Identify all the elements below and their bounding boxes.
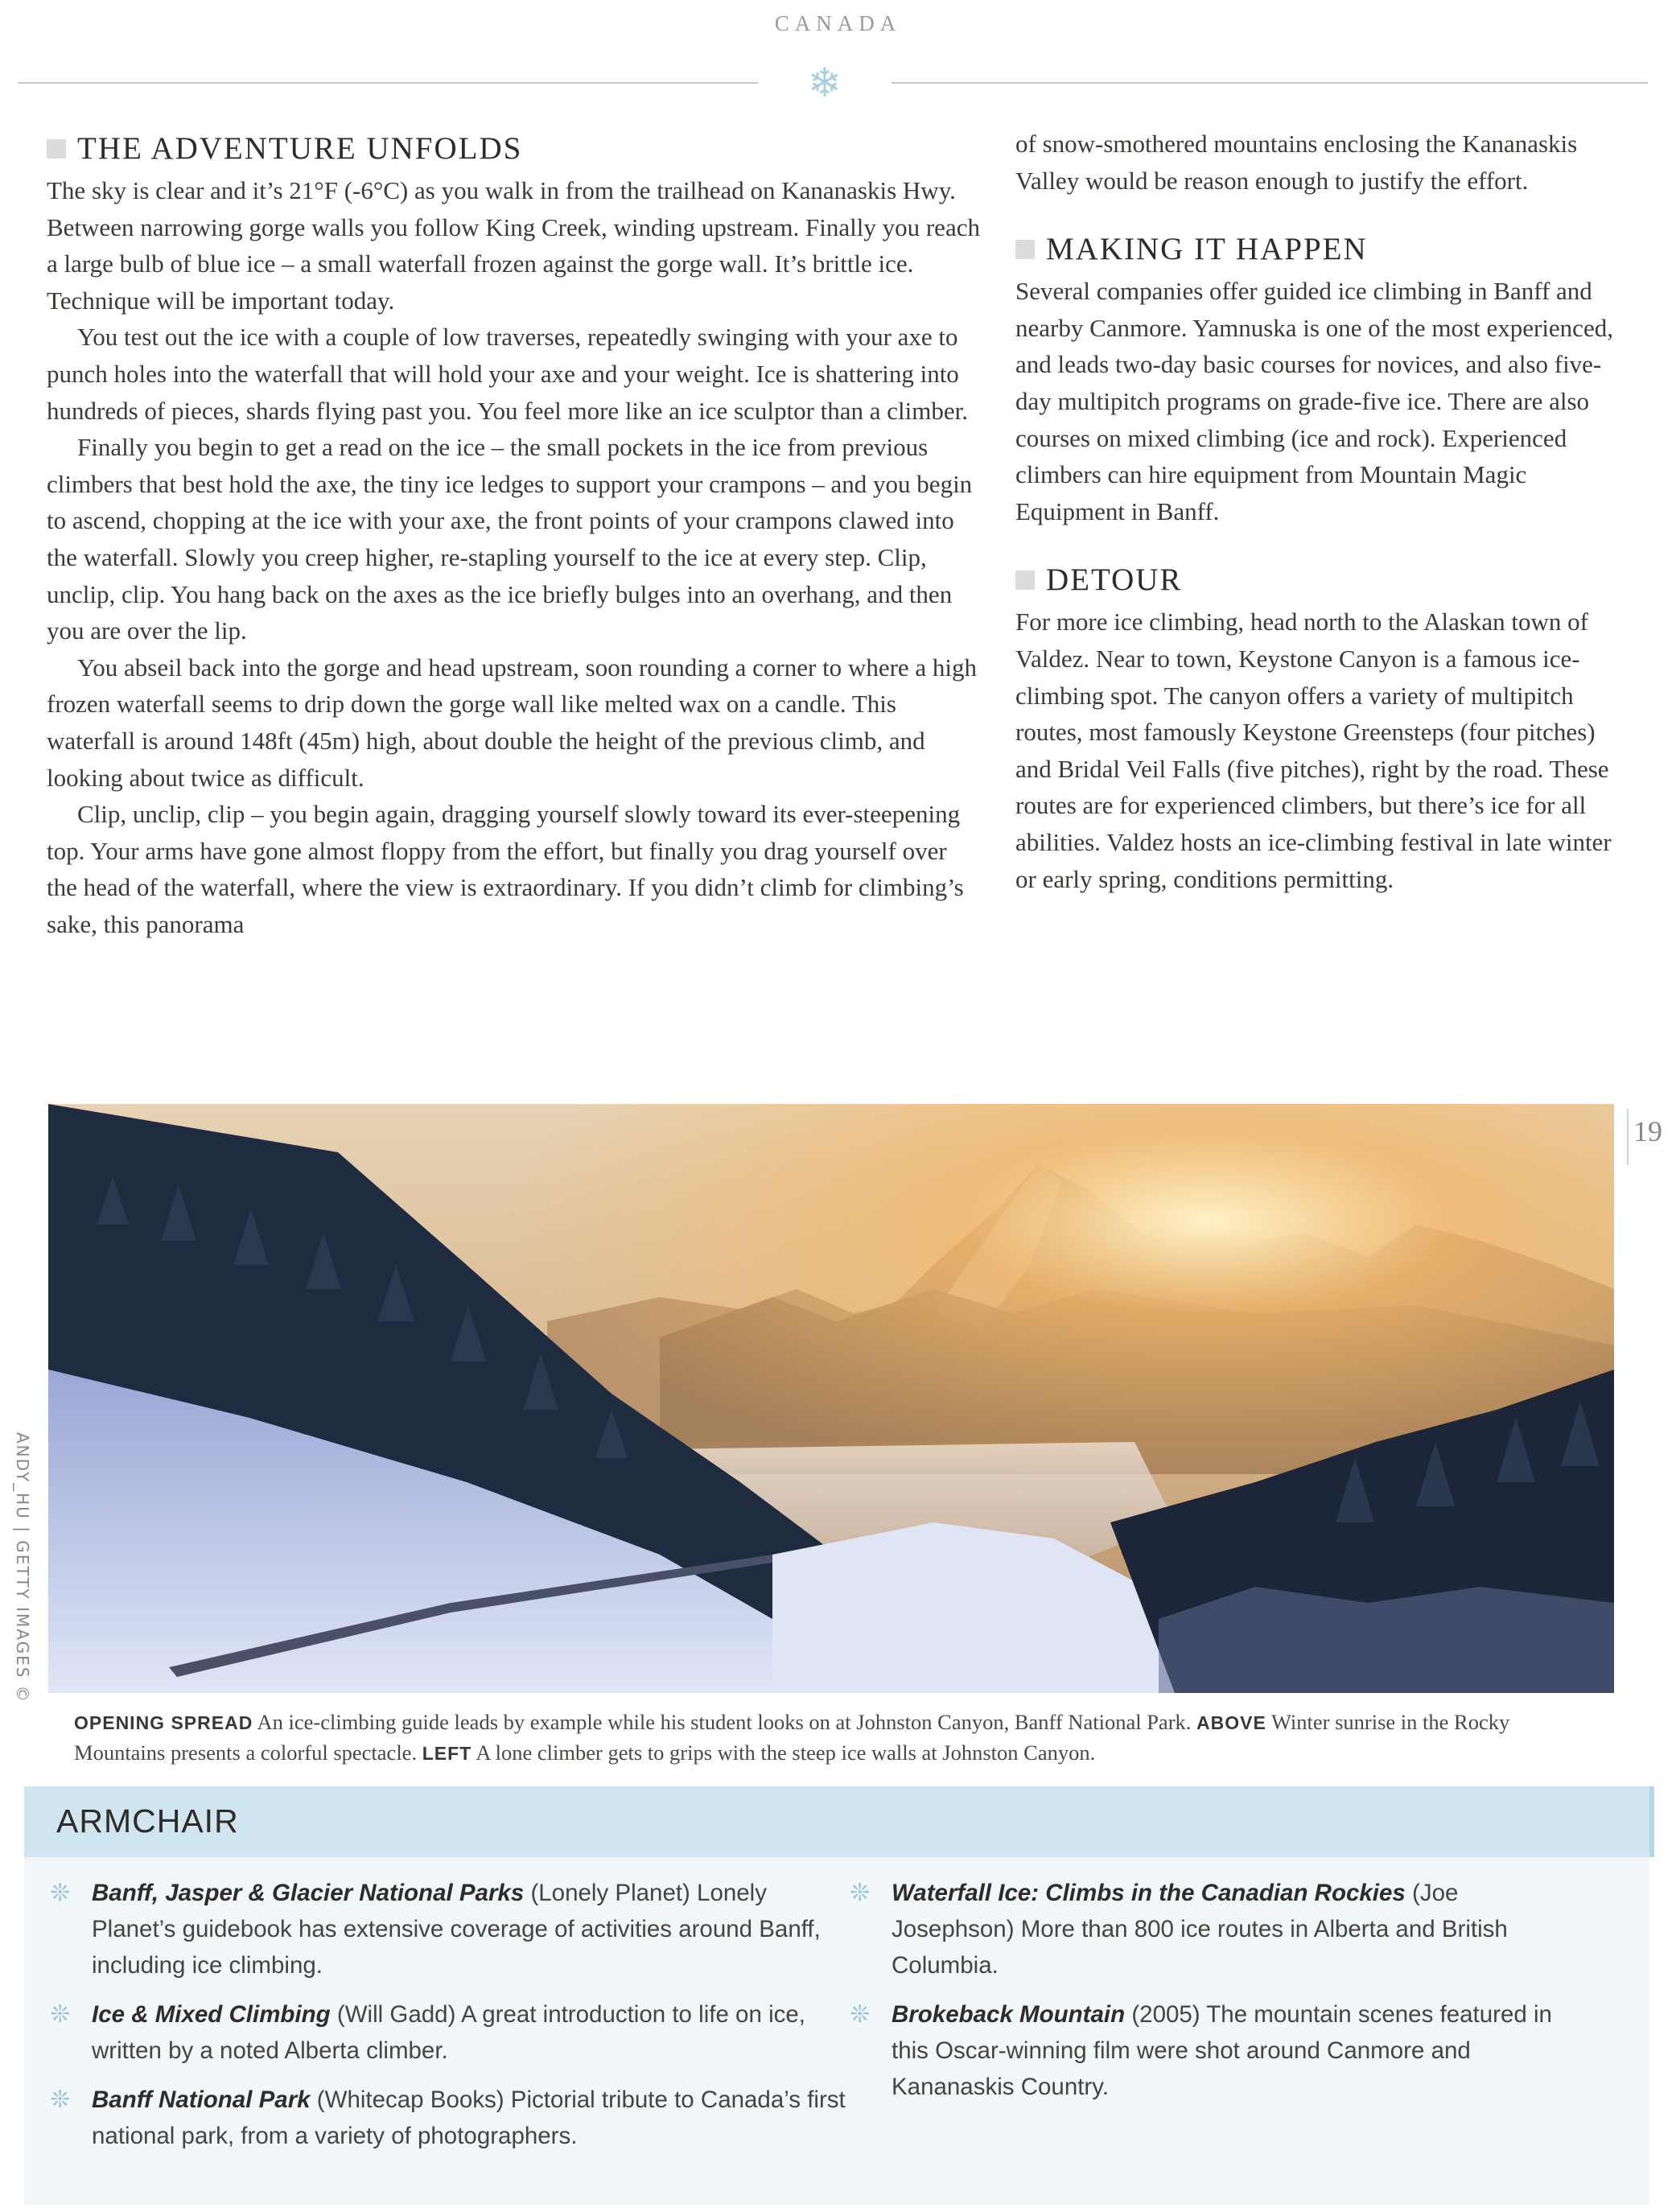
- armchair-item-title: Brokeback Mountain: [892, 2001, 1126, 2028]
- armchair-column-left: [43, 1875, 848, 2167]
- armchair-item-title: Ice & Mixed Climbing: [92, 2001, 331, 2028]
- story-paragraph: You test out the ice with a couple of low traverses, repeatedly swinging with your axe to punch holes into the waterfall that will hold your axe and your weight. Ice is shattering into hundreds of pieces, shards flying past you. You feel more like an ice sculptor than a climber.: [47, 323, 969, 425]
- main-story-column: [47, 130, 980, 942]
- header-rule-right: [892, 82, 1648, 84]
- detour-text: For more ice climbing, head north to the Alaskan town of Valdez. Near to town, Keystone Canyon is a famous ice-climbing spot. The canyon offers a variety of multipitch routes, most famously Keystone Greensteps (four pitches) and Bridal Veil Falls (five pitches), right by the road. These routes are for experienced climbers, but there’s ice for all abilities. Valdez hosts an ice-climbing festival in late winter or early spring, conditions permitting.: [1015, 608, 1612, 893]
- armchair-item: [843, 1996, 1567, 2105]
- armchair-item: [43, 1996, 848, 2069]
- caption-text: A lone climber gets to grips with the steep ice walls at Johnston Canyon.: [472, 1740, 1096, 1765]
- armchair-item-text: (Lonely Planet) Lonely Planet’s guidebook has extensive coverage of activities around Banff, including ice climbing.: [92, 1880, 821, 1979]
- page-number: 19: [1633, 1115, 1662, 1147]
- story-paragraph: The sky is clear and it’s 21°F (-6°C) as you walk in from the trailhead on Kananaskis Hwy. Between narrowing gorge walls you follow King Creek, winding upstream. Finally you reach a large bulb of blue ice – a small waterfall frozen against the gorge wall. It’s brittle ice. Technique will be important today.: [47, 176, 980, 315]
- folio-rule: [1627, 1109, 1629, 1165]
- asterisk-bullet-icon: ❊: [50, 2086, 71, 2114]
- caption-label: OPENING SPREAD: [74, 1712, 253, 1733]
- armchair-item-text: (Will Gadd) A great introduction to life on ice, written by a noted Alberta climber.: [92, 2001, 805, 2064]
- armchair-item-title: Waterfall Ice: Climbs in the Canadian Rockies: [892, 1880, 1406, 1906]
- armchair-item-title: Banff, Jasper & Glacier National Parks: [92, 1880, 525, 1906]
- story-continuation: of snow-smothered mountains enclosing the Kananaskis Valley would be reason enough to justify the effort.: [1015, 130, 1578, 195]
- adventure-heading: [47, 130, 980, 167]
- armchair-header-bar: [24, 1786, 1654, 1857]
- caption-text: An ice-climbing guide leads by example while his student looks on at Johnston Canyon, Banff National Park.: [253, 1710, 1197, 1734]
- caption-text: Winter sunrise in the Rocky Mountains presents a colorful spectacle.: [74, 1710, 1510, 1765]
- asterisk-bullet-icon: ❊: [50, 1879, 71, 1907]
- square-bullet-icon: [47, 139, 66, 159]
- running-head: CANADA: [774, 11, 902, 35]
- armchair-item-title: Banff National Park: [92, 2086, 311, 2113]
- detour-heading-text: DETOUR: [1046, 562, 1183, 598]
- asterisk-bullet-icon: ❊: [850, 1879, 871, 1907]
- adventure-heading-text: THE ADVENTURE UNFOLDS: [77, 131, 523, 166]
- making-it-happen-text: Several companies offer guided ice climbing in Banff and nearby Canmore. Yamnuska is one of the most experienced, and leads two-day basic courses for novices, and also five-day multipitch programs on grade-five ice. There are also courses on mixed climbing (ice and rock). Experienced climbers can hire equipment from Mountain Magic Equipment in Banff.: [1015, 277, 1613, 525]
- detour-heading: [1015, 562, 1617, 599]
- asterisk-bullet-icon: ❊: [850, 2000, 871, 2029]
- caption-label: ABOVE: [1196, 1712, 1266, 1733]
- photo-credit: ANDY_HU | GETTY IMAGES ©: [13, 1432, 32, 1703]
- armchair-heading: ARMCHAIR: [56, 1802, 239, 1839]
- photo-illustration: [48, 1104, 1614, 1693]
- making-it-happen-heading: [1015, 231, 1617, 268]
- making-it-happen-heading-text: MAKING IT HAPPEN: [1046, 232, 1368, 267]
- caption-label: LEFT: [422, 1743, 472, 1764]
- armchair-item-text: (Joe Josephson) More than 800 ice routes in Alberta and British Columbia.: [892, 1880, 1508, 1979]
- story-paragraph: Finally you begin to get a read on the ice – the small pockets in the ice from previous climbers that best hold the axe, the tiny ice ledges to support your crampons – and you begin to ascend, chopping at the ice with your axe, the front points of your crampons clawed into the waterfall. Slowly you creep higher, re-stapling yourself to the ice at every step. Clip, unclip, clip. You hang back on the axes as the ice briefly bulges into an overhang, and then you are over the lip.: [47, 433, 973, 645]
- armchair-box: [24, 1786, 1649, 2205]
- story-paragraph: You abseil back into the gorge and head upstream, soon rounding a corner to where a high frozen waterfall seems to drip down the gorge wall like melted wax on a candle. This waterfall is around 148ft (45m) high, about double the height of the previous climb, and looking about twice as difficult.: [47, 653, 978, 792]
- armchair-item: [43, 2082, 848, 2154]
- armchair-item-text: (2005) The mountain scenes featured in this Oscar-winning film were shot around Canmore and Kananaskis Country.: [892, 2001, 1552, 2100]
- sidebar-column: [1015, 130, 1617, 897]
- armchair-item: [843, 1875, 1567, 1983]
- header-rule-left: [18, 82, 758, 84]
- armchair-column-right: [843, 1875, 1567, 2118]
- armchair-item: [43, 1875, 848, 1983]
- story-paragraph: Clip, unclip, clip – you begin again, dragging yourself slowly toward its ever-steepening top. Your arms have gone almost floppy from the effort, but finally you drag yourself over the head of the waterfall, where the view is extraordinary. If you didn’t climb for climbing’s sake, this panorama: [47, 800, 964, 938]
- snowflake-icon: ❄: [808, 60, 842, 106]
- square-bullet-icon: [1015, 571, 1035, 590]
- mountain-sunrise-photo: [48, 1104, 1614, 1693]
- square-bullet-icon: [1015, 240, 1035, 259]
- armchair-item-text: (Whitecap Books) Pictorial tribute to Canada’s first national park, from a variety of photographers.: [92, 2086, 846, 2149]
- photo-caption: [74, 1707, 1603, 1769]
- asterisk-bullet-icon: ❊: [50, 2000, 71, 2029]
